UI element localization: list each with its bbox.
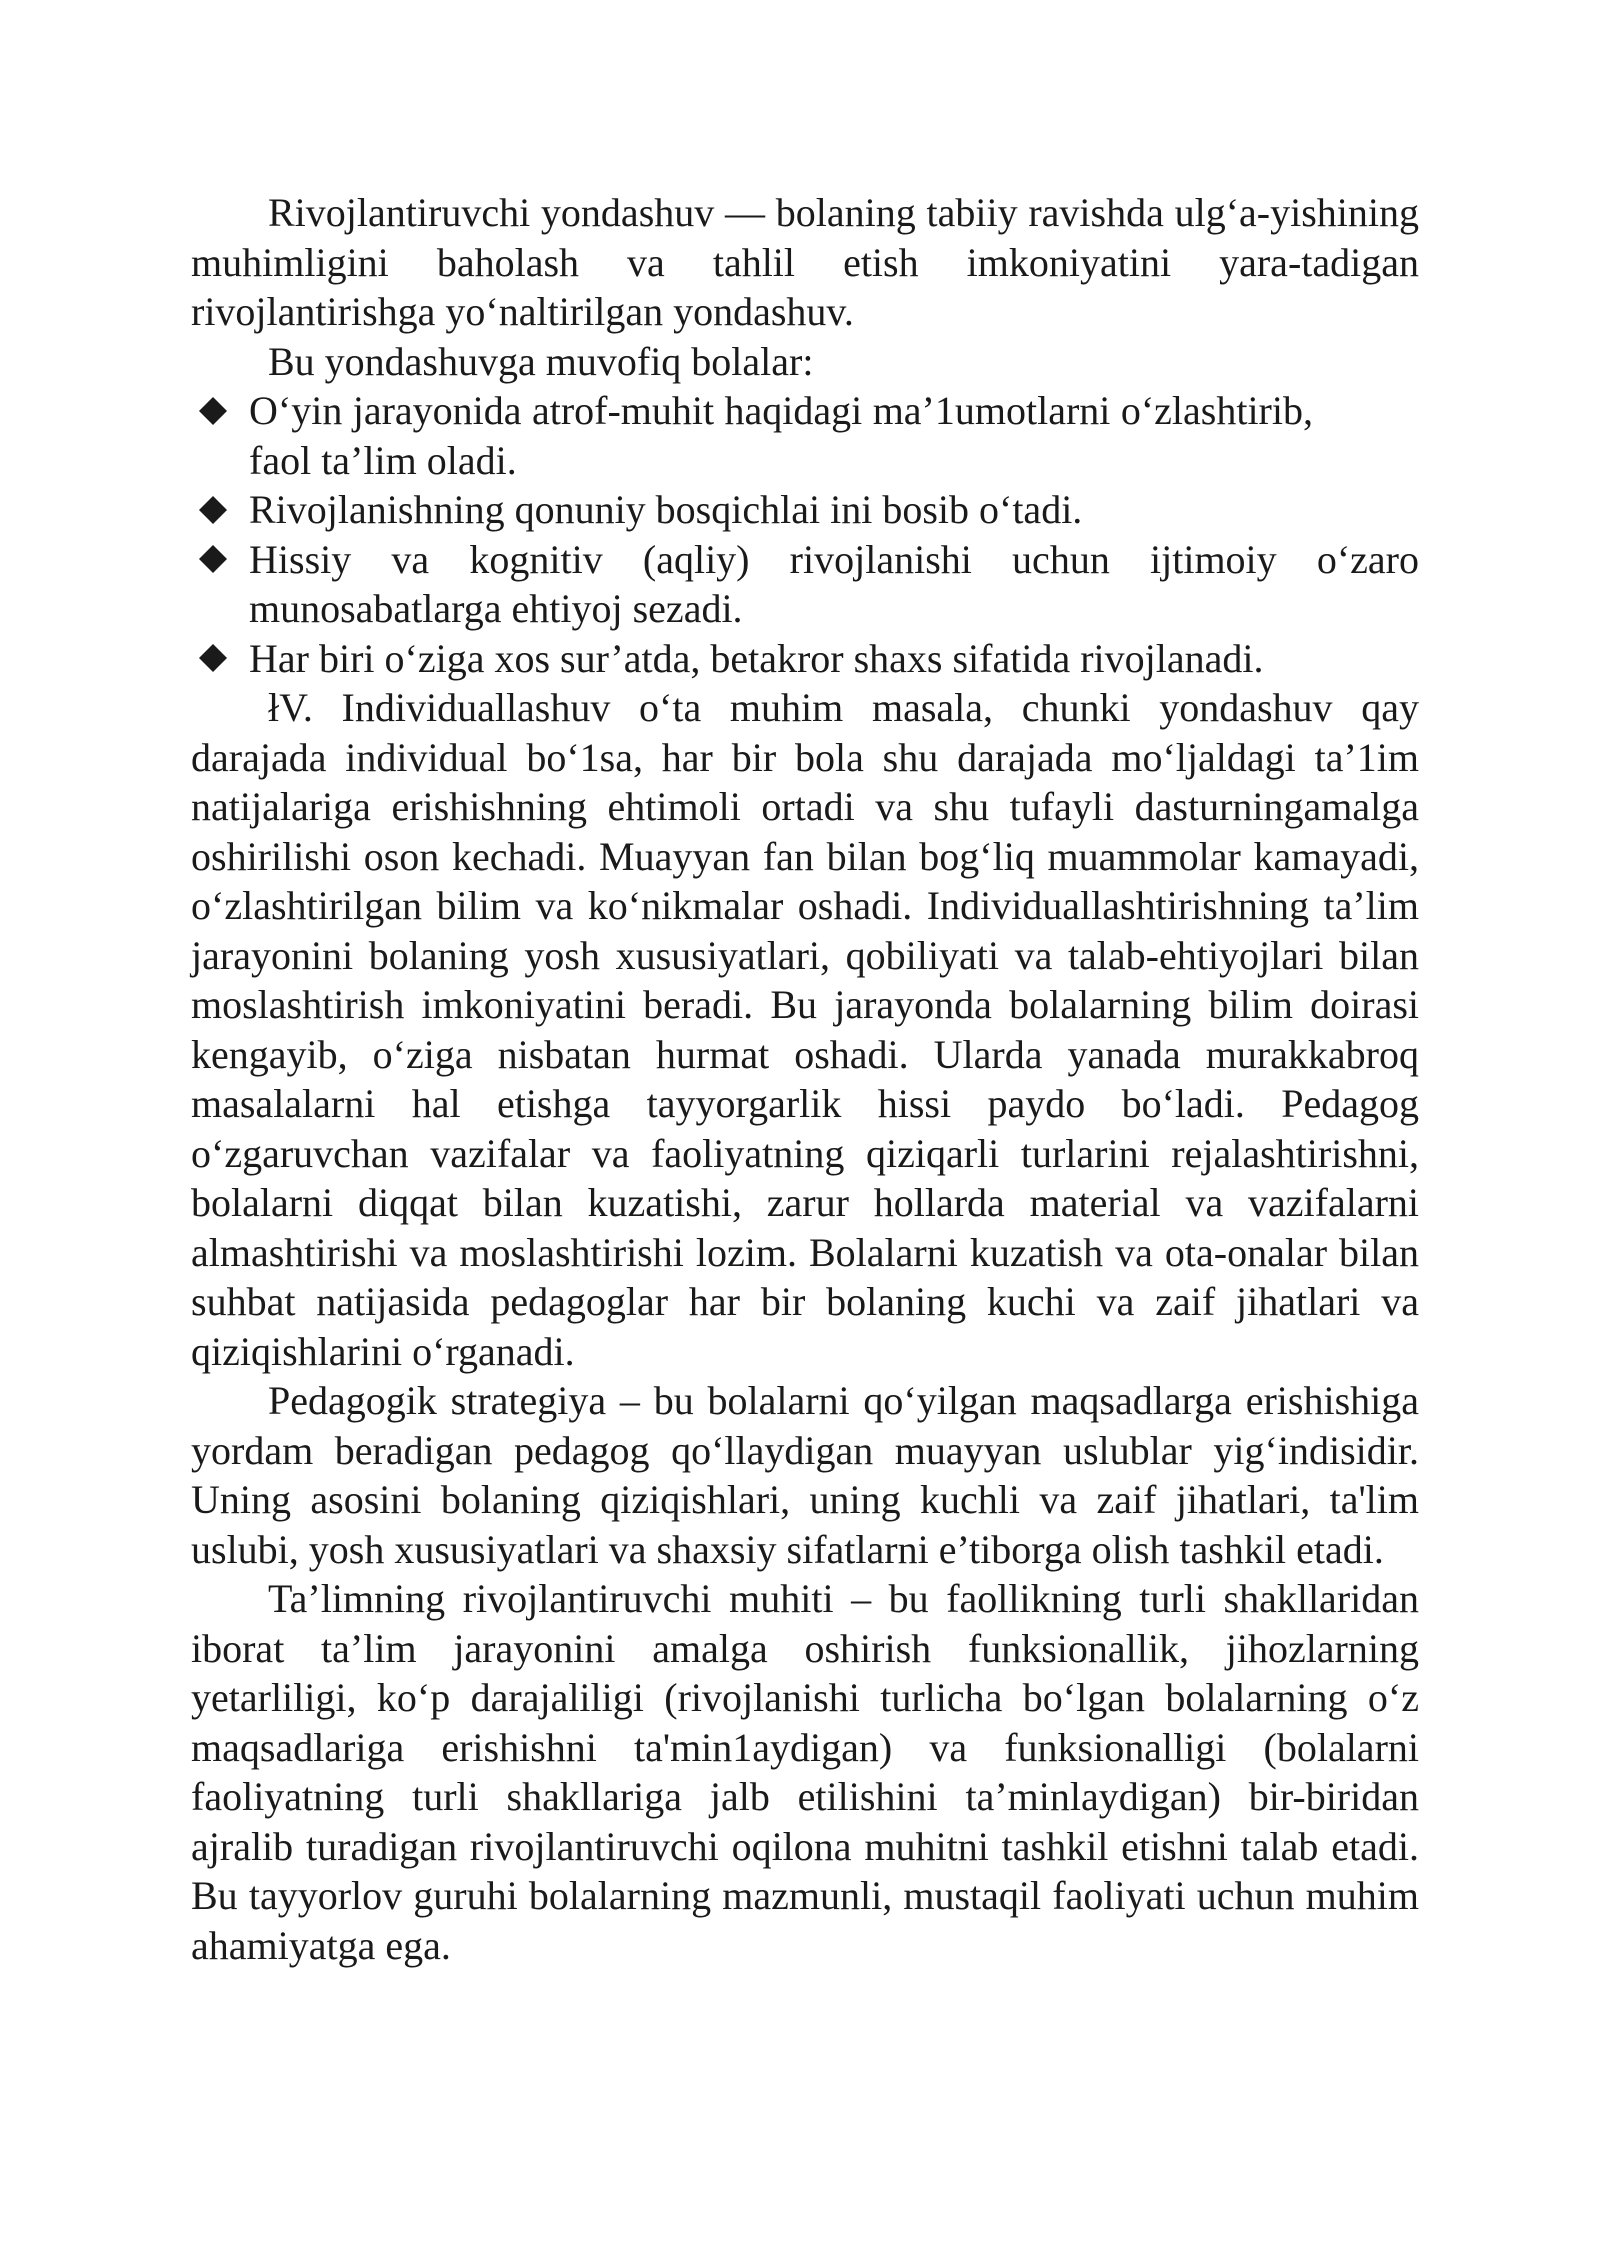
diamond-bullet-icon — [193, 485, 233, 535]
list-item — [191, 386, 1419, 485]
paragraph-definition: Rivojlantiruvchi yondashuv — bolaning tabiiy ravishda ulg‘a-yishining muhimligini baholash va tahlil etish imkoniyatini yara-tadigan rivojlantirishga yo‘naltirilgan yondashuv. — [191, 190, 1419, 334]
diamond-bullet-icon — [193, 634, 233, 684]
bullet-list — [191, 386, 1419, 683]
diamond-bullet-icon — [193, 386, 233, 436]
list-item — [191, 535, 1419, 634]
paragraph-intro: Bu yondashuvga muvofiq bolalar: — [268, 338, 814, 384]
list-item — [191, 634, 1419, 684]
bullet-text: Rivojlanishning qonuniy bosqichlai ini bosib o‘tadi. — [249, 487, 1083, 532]
paragraph-individualization: łV. Individuallashuv o‘ta muhim masala, chunki yondashuv qay darajada individual bo‘1sa, har bir bola shu darajada mo‘ljaldagi ta’1im natijalariga erishishning ehtimoli ortadi va shu tufayli dasturningamalga oshirilishi oson kechadi. Muayyan fan bilan bog‘liq muammolar kamayadi, o‘zlashtirilgan bilim va ko‘nikmalar oshadi. Individuallashtirishning ta’lim jarayonini bolaning yosh xususiyatlari, qobiliyati va talab-ehtiyojlari bilan moslashtirish imkoniyatini beradi. Bu jarayonda bolalarning bilim doirasi kengayib, o‘ziga nisbatan hurmat oshadi. Ularda yanada murakkabroq masalalarni hal etishga tayyorgarlik hissi paydo bo‘ladi. Pedagog o‘zgaruvchan vazifalar va faoliyatning qiziqarli turlarini rejalashtirishni, bolalarni diqqat bilan kuzatishi, zarur hollarda material va vazifalarni almashtirishi va moslashtirishi lozim. Bolalarni kuzatish va ota-onalar bilan suhbat natijasida pedagoglar har bir bolaning kuchi va zaif jihatlari va qiziqishlarini o‘rganadi. — [191, 685, 1419, 1374]
list-item — [191, 485, 1419, 535]
bullet-text: Har biri o‘ziga xos sur’atda, betakror shaxs sifatida rivojlanadi. — [249, 635, 1264, 681]
paragraph-learning-environment: Ta’limning rivojlantiruvchi muhiti – bu faollikning turli shakllaridan iborat ta’lim jarayonini amalga oshirish funksionallik, jihozlarning yetarliligi, ko‘p darajaliligi (rivojlanishi turlicha bo‘lgan bolalarning o‘z maqsadlariga erishishni ta'min1aydigan) va funksionalligi (bolalarni faoliyatning turli shakllariga jalb etilishini ta’minlaydigan) bir-biridan ajralib turadigan rivojlantiruvchi oqilona muhitni tashkil etishni talab etadi. Bu tayyorlov guruhi bolalarning mazmunli, mustaqil faoliyati uchun muhim ahamiyatga ega. — [191, 1576, 1419, 1968]
diamond-bullet-icon — [193, 535, 233, 585]
bullet-text: Hissiy va kognitiv (aqliy) rivojlanishi uchun ijtimoiy o‘zaro munosabatlarga ehtiyoj sezadi. — [249, 536, 1419, 631]
bullet-text: O‘yin jarayonida atrof-muhit haqidagi ma’1umotlarni o‘zlashtirib, faol ta’lim oladi. — [249, 388, 1313, 483]
document-page — [191, 188, 1419, 1970]
paragraph-pedagogical-strategy: Pedagogik strategiya – bu bolalarni qo‘yilgan maqsadlarga erishishiga yordam beradigan pedagog qo‘llaydigan muayyan uslublar yig‘indisidir. Uning asosini bolaning qiziqishlari, uning kuchli va zaif jihatlari, ta'lim uslubi, yosh xususiyatlari va shaxsiy sifatlarni e’tiborga olish tashkil etadi. — [191, 1378, 1419, 1572]
